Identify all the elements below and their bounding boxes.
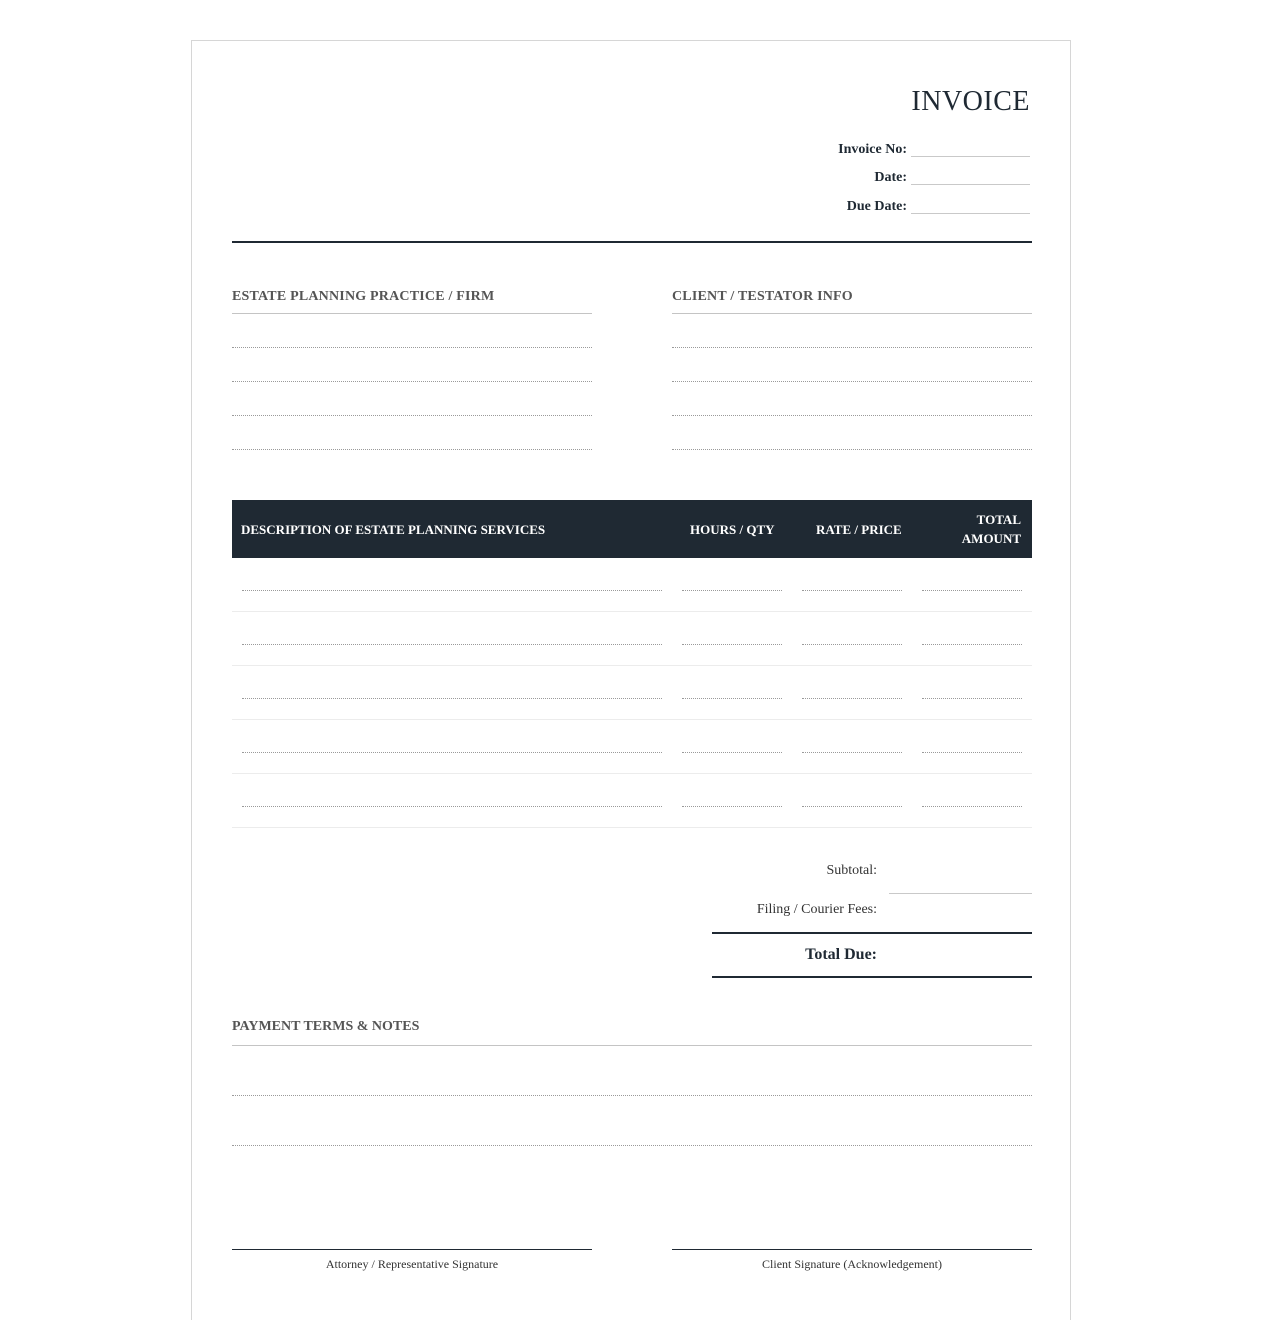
fees-label: Filing / Courier Fees: xyxy=(756,902,877,917)
rate-cell[interactable] xyxy=(802,644,902,645)
description-cell[interactable] xyxy=(242,590,662,591)
column-header-description: DESCRIPTION OF ESTATE PLANNING SERVICES xyxy=(241,521,546,537)
date-row xyxy=(874,165,1030,185)
notes-section xyxy=(232,1019,1032,1146)
invoice-title: INVOICE xyxy=(911,86,1030,117)
description-cell[interactable] xyxy=(242,698,662,699)
invoice-number-row xyxy=(838,137,1030,157)
table-header xyxy=(232,500,1032,558)
total-due-box xyxy=(712,932,1032,978)
due-date-label: Due Date: xyxy=(846,199,907,214)
firm-section-title: ESTATE PLANNING PRACTICE / FIRM xyxy=(232,289,592,314)
total-cell[interactable] xyxy=(922,698,1022,699)
client-line-1[interactable] xyxy=(672,314,1032,348)
total-cell[interactable] xyxy=(922,644,1022,645)
firm-section xyxy=(232,289,592,450)
client-line-2[interactable] xyxy=(672,348,1032,382)
notes-line-2[interactable] xyxy=(232,1096,1032,1146)
subtotal-label: Subtotal: xyxy=(826,863,877,878)
client-section-title: CLIENT / TESTATOR INFO xyxy=(672,289,1032,314)
client-section xyxy=(672,289,1032,450)
column-header-total-line2: AMOUNT xyxy=(961,531,1021,546)
table-row xyxy=(232,720,1032,774)
rate-cell[interactable] xyxy=(802,698,902,699)
attorney-signature xyxy=(232,1249,592,1272)
client-line-4[interactable] xyxy=(672,416,1032,450)
column-header-qty: HOURS / QTY xyxy=(690,521,775,537)
services-table xyxy=(232,500,1032,828)
client-signature-line[interactable] xyxy=(672,1249,1032,1257)
total-cell[interactable] xyxy=(922,752,1022,753)
total-cell[interactable] xyxy=(922,806,1022,807)
client-signature xyxy=(672,1249,1032,1272)
client-signature-label: Client Signature (Acknowledgement) xyxy=(762,1257,942,1271)
table-row xyxy=(232,558,1032,612)
total-cell[interactable] xyxy=(922,590,1022,591)
table-row xyxy=(232,612,1032,666)
due-date-field[interactable] xyxy=(911,201,1030,214)
invoice-number-label: Invoice No: xyxy=(838,142,907,157)
qty-cell[interactable] xyxy=(682,806,782,807)
notes-title: PAYMENT TERMS & NOTES xyxy=(232,1019,1032,1046)
notes-line-1[interactable] xyxy=(232,1046,1032,1096)
date-field[interactable] xyxy=(911,172,1030,185)
qty-cell[interactable] xyxy=(682,752,782,753)
attorney-signature-line[interactable] xyxy=(232,1249,592,1257)
firm-line-2[interactable] xyxy=(232,348,592,382)
invoice-page xyxy=(191,40,1071,1320)
date-label: Date: xyxy=(874,170,907,185)
firm-line-1[interactable] xyxy=(232,314,592,348)
qty-cell[interactable] xyxy=(682,590,782,591)
column-header-total xyxy=(962,500,1021,558)
subtotal-field[interactable] xyxy=(889,893,1032,894)
rate-cell[interactable] xyxy=(802,590,902,591)
table-row xyxy=(232,666,1032,720)
firm-line-4[interactable] xyxy=(232,416,592,450)
column-header-rate: RATE / PRICE xyxy=(816,521,902,537)
header-divider xyxy=(232,241,1032,243)
attorney-signature-label: Attorney / Representative Signature xyxy=(325,1257,499,1271)
qty-cell[interactable] xyxy=(682,644,782,645)
client-line-3[interactable] xyxy=(672,382,1032,416)
invoice-number-field[interactable] xyxy=(911,144,1030,157)
due-date-row xyxy=(847,194,1030,214)
rate-cell[interactable] xyxy=(802,806,902,807)
total-due-label: Total Due: xyxy=(805,946,877,963)
table-row xyxy=(232,774,1032,828)
description-cell[interactable] xyxy=(242,644,662,645)
qty-cell[interactable] xyxy=(682,698,782,699)
description-cell[interactable] xyxy=(242,806,662,807)
description-cell[interactable] xyxy=(242,752,662,753)
firm-line-3[interactable] xyxy=(232,382,592,416)
column-header-total-line1: TOTAL xyxy=(976,512,1021,527)
rate-cell[interactable] xyxy=(802,752,902,753)
